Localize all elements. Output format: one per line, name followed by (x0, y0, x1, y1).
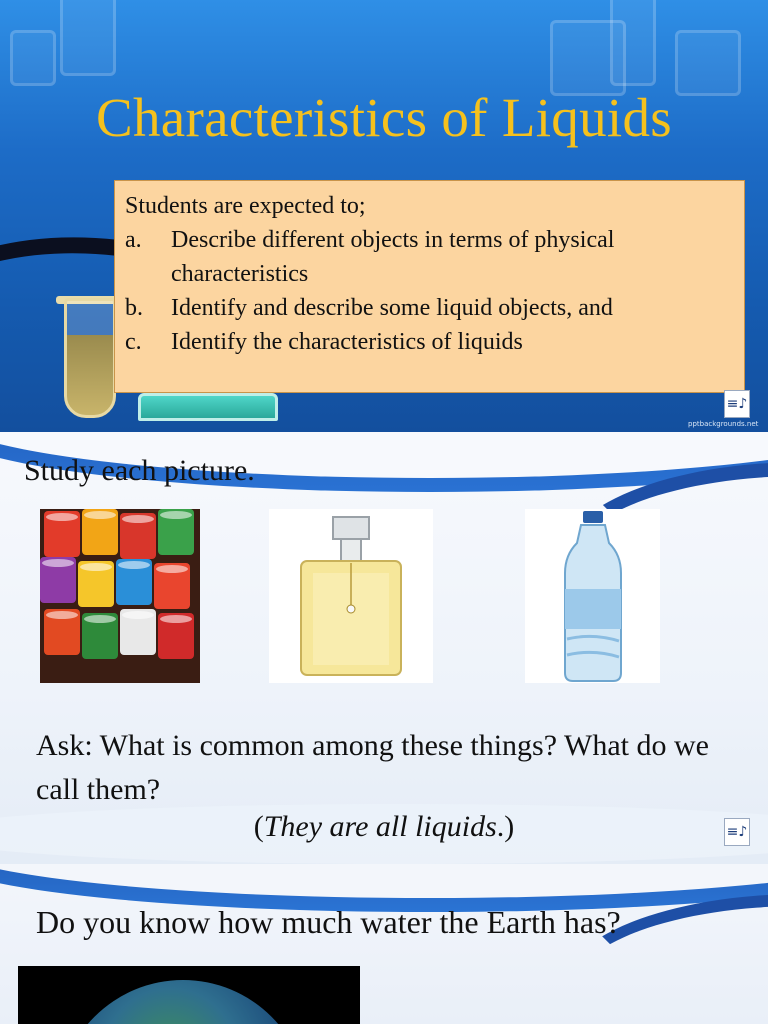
objective-label: b. (125, 295, 143, 321)
paint-can (44, 511, 80, 557)
slide-question: Ask: What is common among these things? What do we call them? (36, 729, 709, 806)
objective-item (125, 325, 734, 359)
beaker-background-icon (10, 30, 56, 86)
answer-italic: They are all liquids (263, 810, 497, 843)
objectives-intro: Students are expected to; (125, 193, 366, 219)
paint-can (120, 513, 156, 559)
objective-text: Identify the characteristics of liquids (171, 329, 523, 355)
slide-heading: Study each picture. (24, 454, 255, 487)
answer-close: .) (496, 810, 515, 843)
earth-image (18, 966, 360, 1024)
objectives-box (114, 180, 745, 393)
objective-text: characteristics (171, 261, 309, 287)
paint-can (158, 509, 194, 555)
objective-item (125, 257, 734, 291)
objective-label: c. (125, 329, 142, 355)
test-tube-icon (64, 298, 116, 418)
objective-text: Describe different objects in terms of physical (171, 227, 615, 253)
perfume-bottle-image (269, 509, 433, 683)
paint-can (116, 559, 152, 605)
paint-can (82, 509, 118, 555)
flask-icon (138, 393, 278, 421)
beaker-background-icon (610, 0, 656, 86)
objective-text: Identify and describe some liquid objects, and (171, 295, 613, 321)
watermark: pptbackgrounds.net (688, 420, 759, 428)
paint-can (154, 563, 190, 609)
paint-cans-image (40, 509, 200, 683)
slide-3 (0, 864, 768, 1024)
globe-icon (58, 980, 308, 1024)
objective-item (125, 291, 734, 325)
slide-1 (0, 0, 768, 432)
paint-can (78, 561, 114, 607)
slide-2 (0, 432, 768, 864)
slide-question: Do you know how much water the Earth has? (36, 904, 621, 940)
objective-label (125, 257, 171, 291)
slide-answer (0, 810, 768, 844)
objective-item (125, 223, 734, 257)
water-bottle-image (525, 509, 660, 683)
water-bottle-icon (525, 509, 660, 683)
notes-icon[interactable]: ≡♪ (724, 390, 750, 418)
perfume-bottle-icon (269, 509, 433, 683)
notes-icon[interactable]: ≡♪ (724, 818, 750, 846)
answer-open: ( (253, 810, 264, 843)
paint-can (44, 609, 80, 655)
paint-can (158, 613, 194, 659)
slide-title: Characteristics of Liquids (96, 87, 672, 148)
paint-can (82, 613, 118, 659)
beaker-background-icon (60, 0, 116, 76)
paint-can (120, 609, 156, 655)
paint-can (40, 557, 76, 603)
objective-label: a. (125, 227, 142, 253)
